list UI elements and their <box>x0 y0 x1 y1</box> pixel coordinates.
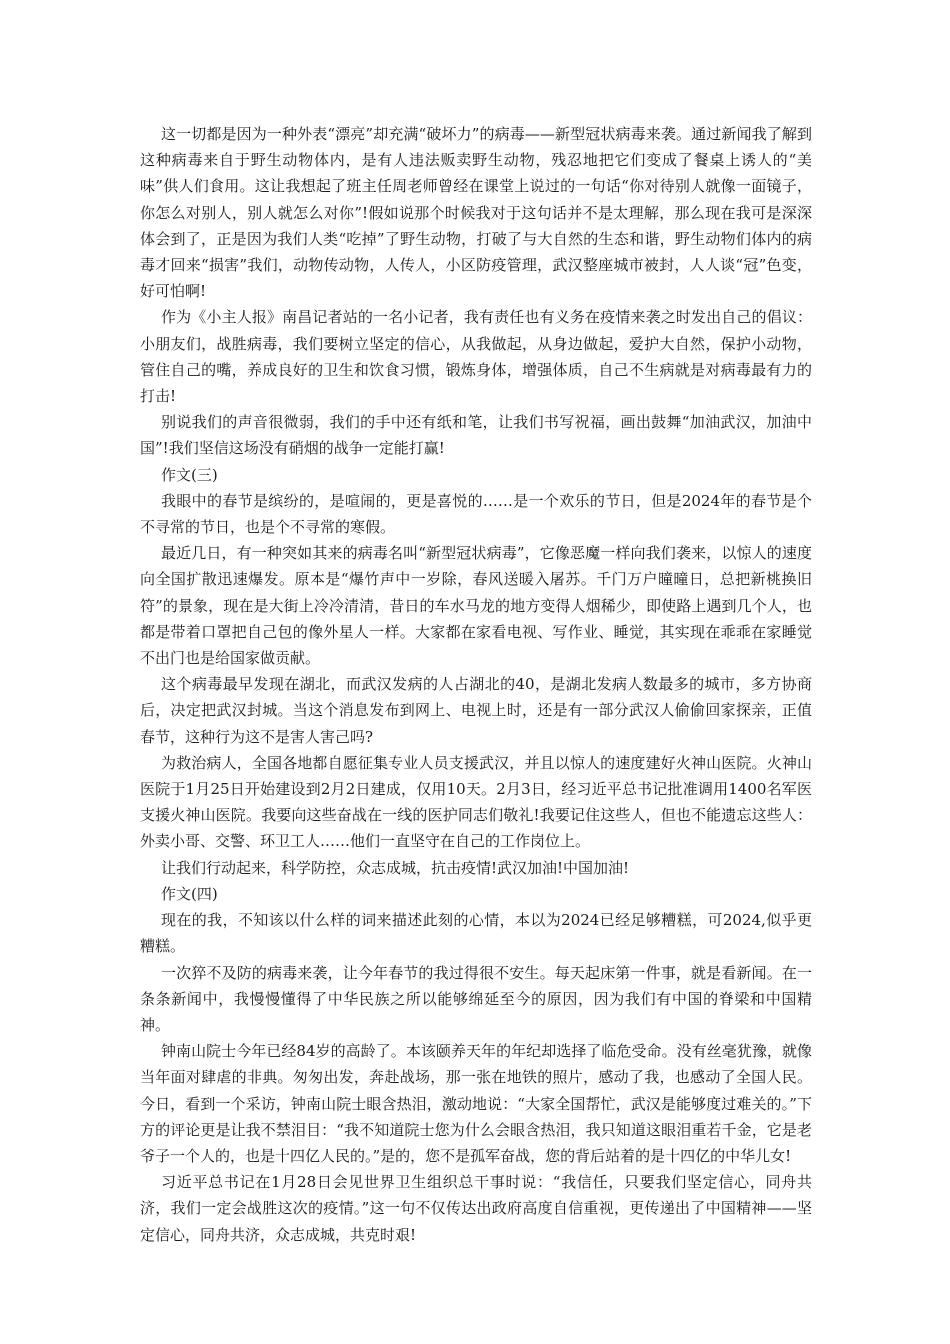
paragraph: 钟南山院士今年已经84岁的高龄了。本该颐养天年的年纪却选择了临危受命。没有丝毫犹豫，就像当年面对肆虐的非典。匆匆出发，奔赴战场，那一张在地铁的照片，感动了我，也感动了全国人民。今日，看到一个采访，钟南山院士眼含热泪，激动地说：“大家全国帮忙，武汉是能够度过难关的。”下方的评论更是让我不禁泪目：“我不知道院士您为什么会眼含热泪，我只知道这眼泪重若千金，它是老爷子一个人的，也是十四亿人民的。”是的，您不是孤军奋战，您的背后站着的是十四亿的中华儿女! <box>140 1042 812 1165</box>
paragraph: 习近平总书记在1月28日会见世界卫生组织总干事时说：“我信任，只要我们坚定信心，同舟共济，我们一定会战胜这次的疫情。”这一句不仅传达出政府高度自信重视，更传递出了中国精神——坚定信心，同舟共济，众志成城，共克时艰! <box>140 1173 812 1244</box>
paragraph: 让我们行动起来，科学防控，众志成城，抗击疫情!武汉加油!中国加油! <box>161 858 630 877</box>
paragraph: 这一切都是因为一种外表“漂亮”却充满“破坏力”的病毒——新型冠状病毒来袭。通过新闻我了解到这种病毒来自于野生动物体内，是有人违法贩卖野生动物，残忍地把它们变成了餐桌上诱人的“美味”供人们食用。这让我想起了班主任周老师曾经在课堂上说过的一句话“你对待别人就像一面镜子，你怎么对别人，别人就怎么对你”!假如说那个时候我对于这句话并不是太理解，那么现在我可是深深体会到了，正是因为我们人类“吃掉”了野生动物，打破了与大自然的生态和谐，野生动物们体内的病毒才回来“损害”我们，动物传动物，人传人，小区防疫管理，武汉整座城市被封，人人谈“冠”色变，好可怕啊! <box>140 125 812 301</box>
section-heading: 作文(四) <box>161 884 218 903</box>
section-heading: 作文(三) <box>161 465 218 484</box>
paragraph: 一次猝不及防的病毒来袭，让今年春节的我过得很不安生。每天起床第一件事，就是看新闻。在一条条新闻中，我慢慢懂得了中华民族之所以能够绵延至今的原因，因为我们有中国的脊梁和中国精神。 <box>140 963 812 1034</box>
paragraph: 现在的我，不知该以什么样的词来描述此刻的心情，本以为2024已经足够糟糕，可2024,似乎更糟糕。 <box>140 911 812 956</box>
paragraph: 为救治病人，全国各地都自愿征集专业人员支援武汉，并且以惊人的速度建好火神山医院。火神山医院于1月25日开始建设到2月2日建成，仅用10天。2月3日，经习近平总书记批准调用1400名军医支援火神山医院。我要向这些奋战在一线的医护同志们敬礼!我要记住这些人，但也不能遗忘这些人：外卖小哥、交警、环卫工人……他们一直坚守在自己的工作岗位上。 <box>140 753 812 851</box>
paragraph: 我眼中的春节是缤纷的，是喧闹的，更是喜悦的……是一个欢乐的节日，但是2024年的春节是个不寻常的节日，也是个不寻常的寒假。 <box>140 491 812 537</box>
document-body <box>140 121 812 1248</box>
paragraph: 作为《小主人报》南昌记者站的一名小记者，我有责任也有义务在疫情来袭之时发出自己的倡议：小朋友们，战胜病毒，我们要树立坚定的信心，从我做起，从身边做起，爱护大自然，保护小动物，管住自己的嘴，养成良好的卫生和饮食习惯，锻炼身体，增强体质，自己不生病就是对病毒最有力的打击! <box>140 308 812 406</box>
paragraph: 别说我们的声音很微弱，我们的手中还有纸和笔，让我们书写祝福，画出鼓舞“加油武汉，加油中国”!我们坚信这场没有硝烟的战争一定能打赢! <box>140 413 812 458</box>
paragraph: 最近几日，有一种突如其来的病毒名叫“新型冠状病毒”，它像恶魔一样向我们袭来，以惊人的速度向全国扩散迅速爆发。原本是“爆竹声中一岁除，春风送暖入屠苏。千门万户曈曈日，总把新桃换旧符”的景象，现在是大街上冷冷清清，昔日的车水马龙的地方变得人烟稀少，即使路上遇到几个人，也都是带着口罩把自己包的像外星人一样。大家都在家看电视、写作业、睡觉，其实现在乖乖在家睡觉不出门也是给国家做贡献。 <box>140 544 812 668</box>
paragraph: 这个病毒最早发现在湖北，而武汉发病的人占湖北的40，是湖北发病人数最多的城市，多方协商后，决定把武汉封城。当这个消息发布到网上、电视上时，还是有一部分武汉人偷偷回家探亲，正值春节，这种行为这不是害人害己吗? <box>140 675 812 746</box>
